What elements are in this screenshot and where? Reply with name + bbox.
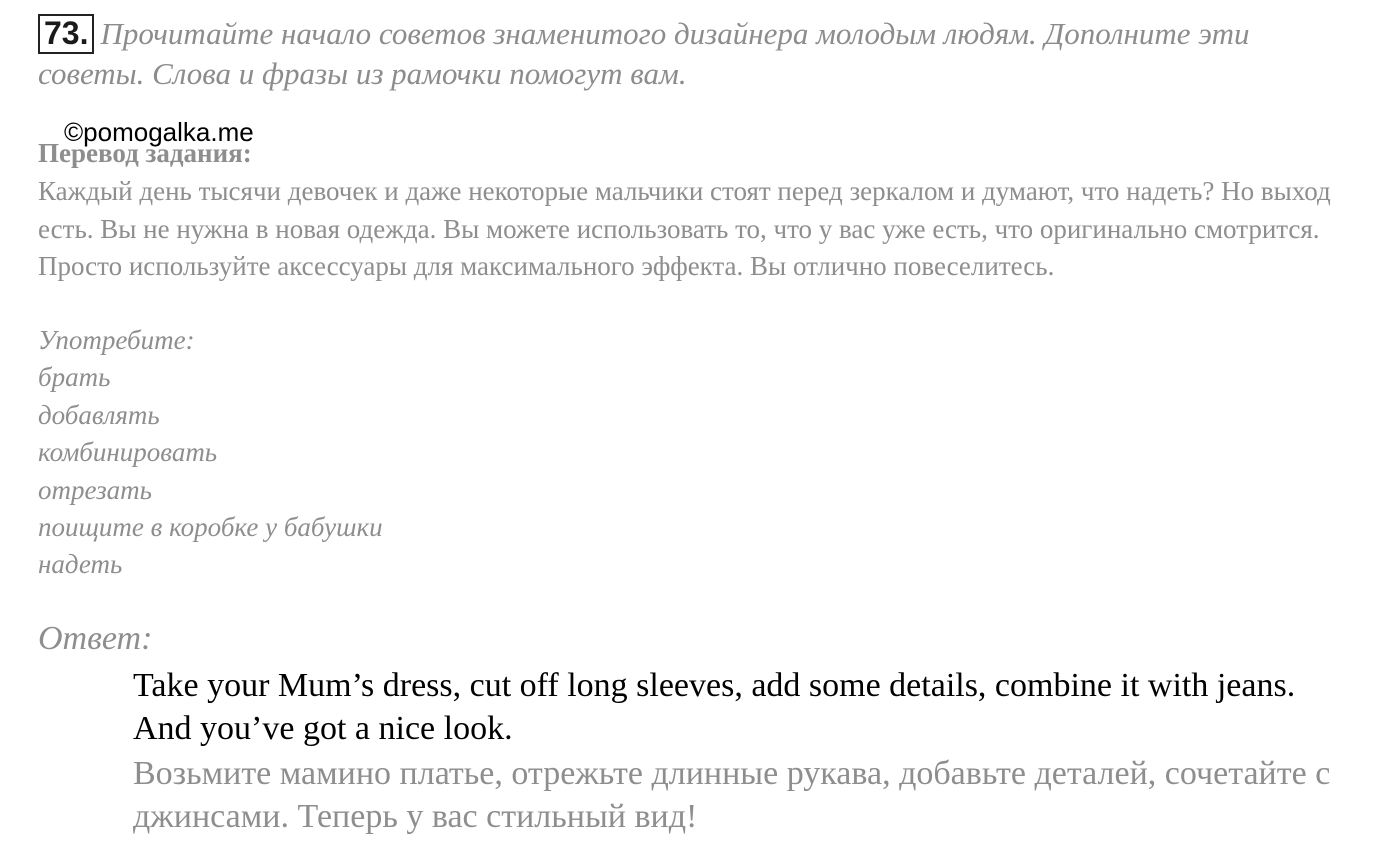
use-item: добавлять [38,399,160,430]
use-item: брать [38,362,111,393]
watermark: ©pomogalka.me [64,117,254,147]
use-item: поищите в коробке у бабушки [38,512,383,543]
use-item: надеть [38,549,123,580]
task-number-box: 73. [38,14,94,54]
use-item: комбинировать [38,437,218,468]
answer-russian: Возьмите мамино платье, отрежьте длинные рукава, добавьте деталей, сочетайте с джинсами. Теперь у вас стильный вид! [133,755,1331,835]
answer-label: Ответ: [38,620,153,657]
translation-text: Каждый день тысячи девочек и даже некоторые мальчики стоят перед зеркалом и думают, что надеть? Но выход есть. Вы не нужна в новая одежда. Вы можете использовать то, что у вас уже есть, что оригинально смотрится. Просто используйте аксессуары для максимального эффекта. Вы отлично повеселитесь. [38,176,1331,281]
translation-heading: Перевод задания: [38,138,252,168]
use-heading: Употребите: [38,325,195,355]
use-list [38,322,383,584]
task-header [38,14,1328,94]
task-instruction: Прочитайте начало советов знаменитого дизайнера молодым людям. Дополните эти советы. Слова и фразы из рамочки помогут вам. [38,16,1250,91]
answer-english: Take your Mum’s dress, cut off long sleeves, add some details, combine it with jeans. And you’ve got a nice look. [133,667,1296,747]
use-item: отрезать [38,474,152,505]
